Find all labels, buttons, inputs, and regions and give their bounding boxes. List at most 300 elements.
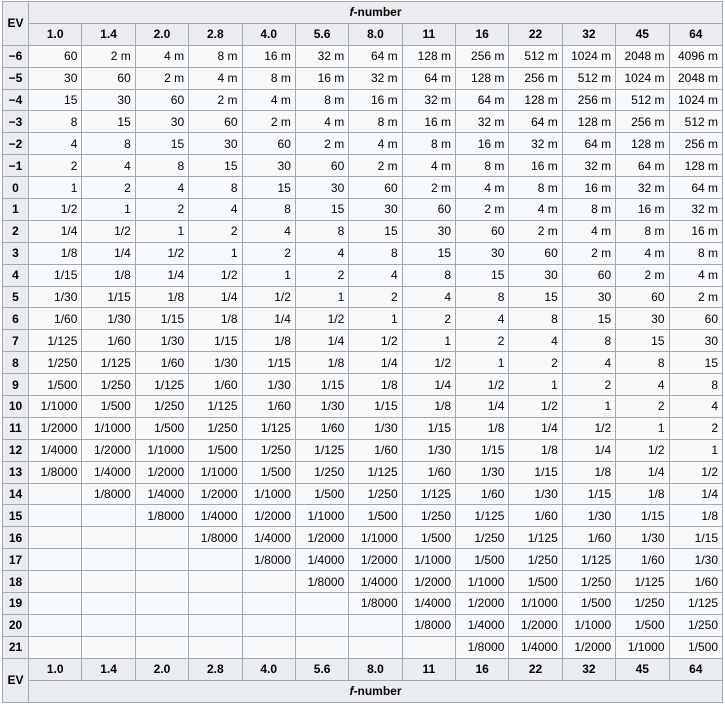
shutter-time-cell: 4 m — [509, 199, 562, 221]
fnumber-header-cell: 11 — [402, 23, 455, 45]
shutter-time-cell: 1/2000 — [456, 593, 509, 615]
fnumber-title-bottom — [29, 680, 723, 702]
shutter-time-cell: 1/500 — [509, 571, 562, 593]
shutter-time-cell: 1/8 — [456, 417, 509, 439]
shutter-time-cell: 8 m — [402, 133, 455, 155]
table-row — [3, 549, 723, 571]
empty-cell — [295, 614, 348, 636]
table-row — [3, 264, 723, 286]
shutter-time-cell: 1/2 — [509, 396, 562, 418]
ev-row-header: 18 — [3, 571, 29, 593]
shutter-time-cell: 8 m — [242, 67, 295, 89]
shutter-time-cell: 8 — [402, 264, 455, 286]
shutter-time-cell: 4 — [295, 242, 348, 264]
shutter-time-cell: 30 — [402, 220, 455, 242]
shutter-time-cell: 1/30 — [82, 308, 135, 330]
ev-row-header: 14 — [3, 483, 29, 505]
shutter-time-cell: 4 — [669, 396, 723, 418]
shutter-time-cell: 1/60 — [135, 352, 188, 374]
table-row — [3, 89, 723, 111]
shutter-time-cell: 8 — [295, 220, 348, 242]
table-row — [3, 199, 723, 221]
shutter-time-cell: 1/500 — [29, 374, 82, 396]
shutter-time-cell: 2048 m — [669, 67, 723, 89]
shutter-time-cell: 1/500 — [349, 505, 402, 527]
shutter-time-cell: 1/8000 — [82, 483, 135, 505]
shutter-time-cell: 1/60 — [562, 527, 615, 549]
shutter-time-cell: 1/125 — [349, 461, 402, 483]
shutter-time-cell: 1/30 — [562, 505, 615, 527]
table-row — [3, 527, 723, 549]
shutter-time-cell: 2 m — [82, 45, 135, 67]
shutter-time-cell: 1 — [189, 242, 242, 264]
shutter-time-cell: 1/15 — [616, 505, 669, 527]
shutter-time-cell: 1/60 — [349, 439, 402, 461]
shutter-time-cell: 1024 m — [616, 67, 669, 89]
fnumber-header-cell: 22 — [509, 658, 562, 680]
shutter-time-cell: 8 — [135, 155, 188, 177]
shutter-time-cell: 1 — [135, 220, 188, 242]
fnumber-header-cell: 5.6 — [295, 23, 348, 45]
shutter-time-cell: 1/1000 — [29, 396, 82, 418]
ev-row-header: 6 — [3, 308, 29, 330]
table-row — [3, 571, 723, 593]
exposure-value-table — [2, 1, 723, 703]
shutter-time-cell: 1/2000 — [82, 439, 135, 461]
shutter-time-cell: 1/2 — [562, 417, 615, 439]
ev-row-header: 10 — [3, 396, 29, 418]
shutter-time-cell: 1 — [402, 330, 455, 352]
ev-row-header: 7 — [3, 330, 29, 352]
shutter-time-cell: 15 — [135, 133, 188, 155]
fnumber-header-cell: 16 — [456, 658, 509, 680]
shutter-time-cell: 1/1000 — [295, 505, 348, 527]
shutter-time-cell: 2 — [349, 286, 402, 308]
shutter-time-cell: 1/125 — [402, 483, 455, 505]
ev-row-header: 19 — [3, 593, 29, 615]
shutter-time-cell: 1/8 — [669, 505, 723, 527]
shutter-time-cell: 1/125 — [562, 549, 615, 571]
table-row — [3, 352, 723, 374]
shutter-time-cell: 1/125 — [189, 396, 242, 418]
shutter-time-cell: 1/30 — [29, 286, 82, 308]
fnumber-f: f — [349, 5, 354, 20]
shutter-time-cell: 1/2 — [669, 461, 723, 483]
empty-cell — [29, 593, 82, 615]
shutter-time-cell: 30 — [562, 286, 615, 308]
shutter-time-cell: 1/250 — [29, 352, 82, 374]
shutter-time-cell: 256 m — [669, 133, 723, 155]
shutter-time-cell: 128 m — [456, 67, 509, 89]
shutter-time-cell: 1/2 — [349, 330, 402, 352]
shutter-time-cell: 1/250 — [189, 417, 242, 439]
shutter-time-cell: 1/1000 — [349, 527, 402, 549]
shutter-time-cell: 1 — [242, 264, 295, 286]
shutter-time-cell: 2 m — [402, 177, 455, 199]
shutter-time-cell: 8 — [669, 374, 723, 396]
fnumber-header-cell: 1.0 — [29, 658, 82, 680]
shutter-time-cell: 2 — [402, 308, 455, 330]
shutter-time-cell: 16 m — [349, 89, 402, 111]
empty-cell — [295, 593, 348, 615]
shutter-time-cell: 1/1000 — [616, 636, 669, 658]
shutter-time-cell: 1/8 — [562, 461, 615, 483]
shutter-time-cell: 1/60 — [402, 461, 455, 483]
shutter-time-cell: 2 — [29, 155, 82, 177]
shutter-time-cell: 1/8 — [242, 330, 295, 352]
shutter-time-cell: 256 m — [562, 89, 615, 111]
shutter-time-cell: 2 m — [295, 133, 348, 155]
shutter-time-cell: 32 m — [402, 89, 455, 111]
shutter-time-cell: 1/125 — [616, 571, 669, 593]
shutter-time-cell: 15 — [562, 308, 615, 330]
shutter-time-cell: 60 — [189, 111, 242, 133]
shutter-time-cell: 1/15 — [456, 439, 509, 461]
shutter-time-cell: 2 m — [349, 155, 402, 177]
ev-row-header: −2 — [3, 133, 29, 155]
shutter-time-cell: 2 — [616, 396, 669, 418]
shutter-time-cell: 2 — [669, 417, 723, 439]
table-row — [3, 396, 723, 418]
shutter-time-cell: 1/1000 — [242, 483, 295, 505]
table-row — [3, 177, 723, 199]
shutter-time-cell: 1/4 — [82, 242, 135, 264]
shutter-time-cell: 1/4000 — [509, 636, 562, 658]
shutter-time-cell: 1 — [562, 396, 615, 418]
shutter-time-cell: 4 m — [616, 242, 669, 264]
shutter-time-cell: 60 — [82, 67, 135, 89]
empty-cell — [135, 636, 188, 658]
ev-row-header: 17 — [3, 549, 29, 571]
shutter-time-cell: 60 — [456, 220, 509, 242]
shutter-time-cell: 1/15 — [562, 483, 615, 505]
shutter-time-cell: 1/60 — [82, 330, 135, 352]
shutter-time-cell: 2048 m — [616, 45, 669, 67]
shutter-time-cell: 512 m — [509, 45, 562, 67]
shutter-time-cell: 1 — [669, 439, 723, 461]
shutter-time-cell: 1/1000 — [562, 614, 615, 636]
shutter-time-cell: 60 — [616, 286, 669, 308]
shutter-time-cell: 1/60 — [29, 308, 82, 330]
ev-column-header-bottom — [3, 658, 29, 702]
ev-row-header: −4 — [3, 89, 29, 111]
shutter-time-cell: 1 — [29, 177, 82, 199]
empty-cell — [82, 593, 135, 615]
shutter-time-cell: 15 — [669, 352, 723, 374]
shutter-time-cell: 2 — [135, 199, 188, 221]
shutter-time-cell: 4 — [189, 199, 242, 221]
shutter-time-cell: 16 m — [456, 133, 509, 155]
shutter-time-cell: 15 — [295, 199, 348, 221]
shutter-time-cell: 30 — [29, 67, 82, 89]
shutter-time-cell: 8 m — [349, 111, 402, 133]
shutter-time-cell: 1/2 — [189, 264, 242, 286]
shutter-time-cell: 1/2000 — [135, 461, 188, 483]
shutter-time-cell: 64 m — [669, 177, 723, 199]
shutter-time-cell: 1/1000 — [456, 571, 509, 593]
empty-cell — [29, 636, 82, 658]
ev-row-header: 11 — [3, 417, 29, 439]
shutter-time-cell: 1/8000 — [349, 593, 402, 615]
shutter-time-cell: 8 — [349, 242, 402, 264]
shutter-time-cell: 1 — [295, 286, 348, 308]
empty-cell — [242, 593, 295, 615]
shutter-time-cell: 1/2000 — [242, 505, 295, 527]
shutter-time-cell: 1/1000 — [189, 461, 242, 483]
shutter-time-cell: 32 m — [349, 67, 402, 89]
shutter-time-cell: 1/2000 — [402, 571, 455, 593]
shutter-time-cell: 30 — [616, 308, 669, 330]
fnumber-suffix: -number — [353, 684, 402, 699]
shutter-time-cell: 1/4 — [669, 483, 723, 505]
ev-label: EV — [7, 16, 24, 31]
shutter-time-cell: 1/2000 — [29, 417, 82, 439]
table-row — [3, 636, 723, 658]
empty-cell — [349, 614, 402, 636]
empty-cell — [82, 549, 135, 571]
shutter-time-cell: 1/8000 — [402, 614, 455, 636]
shutter-time-cell: 1/4000 — [82, 461, 135, 483]
shutter-time-cell: 1/250 — [242, 439, 295, 461]
fnumber-header-cell: 11 — [402, 658, 455, 680]
shutter-time-cell: 4 — [562, 352, 615, 374]
shutter-time-cell: 1/125 — [456, 505, 509, 527]
ev-row-header: −6 — [3, 45, 29, 67]
shutter-time-cell: 1/2000 — [295, 527, 348, 549]
shutter-time-cell: 1/60 — [669, 571, 723, 593]
shutter-time-cell: 2 m — [135, 67, 188, 89]
shutter-time-cell: 1/2 — [402, 352, 455, 374]
table-row — [3, 483, 723, 505]
shutter-time-cell: 1/500 — [82, 396, 135, 418]
shutter-time-cell: 1/8 — [616, 483, 669, 505]
shutter-time-cell: 1 — [456, 352, 509, 374]
fnumber-title-row-bottom — [3, 680, 723, 702]
shutter-time-cell: 30 — [349, 199, 402, 221]
shutter-time-cell: 1/4 — [242, 308, 295, 330]
shutter-time-cell: 1/1000 — [402, 549, 455, 571]
shutter-time-cell: 1/8 — [189, 308, 242, 330]
shutter-time-cell: 32 m — [669, 199, 723, 221]
shutter-time-cell: 32 m — [509, 133, 562, 155]
fnumber-values-row-top — [3, 23, 723, 45]
fnumber-header-cell: 4.0 — [242, 23, 295, 45]
shutter-time-cell: 1/500 — [456, 549, 509, 571]
fnumber-header-cell: 45 — [616, 23, 669, 45]
fnumber-header-cell: 64 — [669, 658, 723, 680]
ev-row-header: 8 — [3, 352, 29, 374]
ev-row-header: 15 — [3, 505, 29, 527]
shutter-time-cell: 2 m — [242, 111, 295, 133]
shutter-time-cell: 1/250 — [562, 571, 615, 593]
table-body — [3, 45, 723, 658]
empty-cell — [189, 636, 242, 658]
ev-row-header: 5 — [3, 286, 29, 308]
shutter-time-cell: 60 — [509, 242, 562, 264]
shutter-time-cell: 1/8 — [349, 374, 402, 396]
shutter-time-cell: 1 — [509, 374, 562, 396]
shutter-time-cell: 1/250 — [402, 505, 455, 527]
table-row — [3, 308, 723, 330]
empty-cell — [242, 571, 295, 593]
shutter-time-cell: 64 m — [456, 89, 509, 111]
shutter-time-cell: 15 — [349, 220, 402, 242]
shutter-time-cell: 4 — [29, 133, 82, 155]
shutter-time-cell: 8 — [456, 286, 509, 308]
shutter-time-cell: 4 — [349, 264, 402, 286]
empty-cell — [29, 549, 82, 571]
shutter-time-cell: 8 — [509, 308, 562, 330]
shutter-time-cell: 256 m — [509, 67, 562, 89]
shutter-time-cell: 2 — [295, 264, 348, 286]
shutter-time-cell: 16 m — [562, 177, 615, 199]
table-row — [3, 461, 723, 483]
fnumber-header-cell: 1.4 — [82, 23, 135, 45]
shutter-time-cell: 64 m — [509, 111, 562, 133]
empty-cell — [82, 614, 135, 636]
shutter-time-cell: 32 m — [616, 177, 669, 199]
empty-cell — [349, 636, 402, 658]
shutter-time-cell: 512 m — [616, 89, 669, 111]
shutter-time-cell: 1/2 — [295, 308, 348, 330]
fnumber-values-row-bottom — [3, 658, 723, 680]
shutter-time-cell: 1/125 — [135, 374, 188, 396]
shutter-time-cell: 1/8 — [135, 286, 188, 308]
shutter-time-cell: 60 — [295, 155, 348, 177]
shutter-time-cell: 60 — [135, 89, 188, 111]
ev-row-header: 4 — [3, 264, 29, 286]
shutter-time-cell: 15 — [616, 330, 669, 352]
shutter-time-cell: 32 m — [456, 111, 509, 133]
fnumber-header-cell: 1.4 — [82, 658, 135, 680]
shutter-time-cell: 30 — [189, 133, 242, 155]
fnumber-title-row — [3, 2, 723, 24]
shutter-time-cell: 1/2000 — [562, 636, 615, 658]
shutter-time-cell: 1/30 — [669, 549, 723, 571]
table-row — [3, 111, 723, 133]
table-row — [3, 614, 723, 636]
shutter-time-cell: 1/15 — [295, 374, 348, 396]
shutter-time-cell: 1/4000 — [295, 549, 348, 571]
shutter-time-cell: 1/30 — [242, 374, 295, 396]
shutter-time-cell: 1/8 — [509, 439, 562, 461]
shutter-time-cell: 1/2 — [29, 199, 82, 221]
shutter-time-cell: 1/2000 — [349, 549, 402, 571]
shutter-time-cell: 4 — [135, 177, 188, 199]
shutter-time-cell: 1/4000 — [135, 483, 188, 505]
shutter-time-cell: 1/4 — [562, 439, 615, 461]
shutter-time-cell: 8 m — [189, 45, 242, 67]
ev-label: EV — [7, 673, 24, 688]
shutter-time-cell: 2 — [242, 242, 295, 264]
empty-cell — [135, 549, 188, 571]
shutter-time-cell: 1/2 — [242, 286, 295, 308]
shutter-time-cell: 1/60 — [295, 417, 348, 439]
shutter-time-cell: 1/4000 — [189, 505, 242, 527]
shutter-time-cell: 2 m — [669, 286, 723, 308]
shutter-time-cell: 8 m — [562, 199, 615, 221]
shutter-time-cell: 1/15 — [669, 527, 723, 549]
fnumber-header-cell: 8.0 — [349, 23, 402, 45]
table-row — [3, 286, 723, 308]
fnumber-header-cell: 32 — [562, 23, 615, 45]
shutter-time-cell: 2 m — [509, 220, 562, 242]
shutter-time-cell: 1/1000 — [509, 593, 562, 615]
shutter-time-cell: 1/15 — [509, 461, 562, 483]
shutter-time-cell: 8 — [82, 133, 135, 155]
shutter-time-cell: 30 — [135, 111, 188, 133]
shutter-time-cell: 15 — [456, 264, 509, 286]
shutter-time-cell: 1/15 — [82, 286, 135, 308]
shutter-time-cell: 4 — [616, 374, 669, 396]
shutter-time-cell: 2 — [82, 177, 135, 199]
fnumber-header-cell: 5.6 — [295, 658, 348, 680]
shutter-time-cell: 2 m — [189, 89, 242, 111]
shutter-time-cell: 1/4 — [616, 461, 669, 483]
shutter-time-cell: 60 — [349, 177, 402, 199]
shutter-time-cell: 1/125 — [669, 593, 723, 615]
fnumber-header-cell: 32 — [562, 658, 615, 680]
shutter-time-cell: 1/30 — [189, 352, 242, 374]
shutter-time-cell: 1 — [616, 417, 669, 439]
shutter-time-cell: 1/30 — [509, 483, 562, 505]
shutter-time-cell: 4 — [509, 330, 562, 352]
shutter-time-cell: 16 m — [669, 220, 723, 242]
shutter-time-cell: 64 m — [562, 133, 615, 155]
empty-cell — [82, 636, 135, 658]
shutter-time-cell: 1/8 — [29, 242, 82, 264]
shutter-time-cell: 1/250 — [616, 593, 669, 615]
ev-row-header: −1 — [3, 155, 29, 177]
shutter-time-cell: 1/8 — [402, 396, 455, 418]
shutter-time-cell: 30 — [242, 155, 295, 177]
table-row — [3, 155, 723, 177]
shutter-time-cell: 16 m — [616, 199, 669, 221]
ev-row-header: 9 — [3, 374, 29, 396]
shutter-time-cell: 4 — [456, 308, 509, 330]
shutter-time-cell: 1/500 — [616, 614, 669, 636]
shutter-time-cell: 4 — [242, 220, 295, 242]
empty-cell — [82, 571, 135, 593]
shutter-time-cell: 1/4 — [456, 396, 509, 418]
empty-cell — [189, 593, 242, 615]
shutter-time-cell: 1/15 — [242, 352, 295, 374]
table-row — [3, 593, 723, 615]
shutter-time-cell: 1/60 — [242, 396, 295, 418]
shutter-time-cell: 60 — [29, 45, 82, 67]
empty-cell — [82, 505, 135, 527]
shutter-time-cell: 15 — [189, 155, 242, 177]
ev-row-header: 1 — [3, 199, 29, 221]
shutter-time-cell: 1/30 — [135, 330, 188, 352]
shutter-time-cell: 16 m — [402, 111, 455, 133]
table-row — [3, 417, 723, 439]
shutter-time-cell: 1/4 — [29, 220, 82, 242]
ev-row-header: 20 — [3, 614, 29, 636]
shutter-time-cell: 1/500 — [189, 439, 242, 461]
ev-row-header: 3 — [3, 242, 29, 264]
shutter-time-cell: 1/2 — [616, 439, 669, 461]
shutter-time-cell: 4 m — [349, 133, 402, 155]
empty-cell — [29, 483, 82, 505]
ev-row-header: 2 — [3, 220, 29, 242]
shutter-time-cell: 60 — [402, 199, 455, 221]
shutter-time-cell: 1/125 — [29, 330, 82, 352]
table-row — [3, 330, 723, 352]
shutter-time-cell: 1/4 — [349, 352, 402, 374]
shutter-time-cell: 8 — [242, 199, 295, 221]
shutter-time-cell: 1/250 — [135, 396, 188, 418]
